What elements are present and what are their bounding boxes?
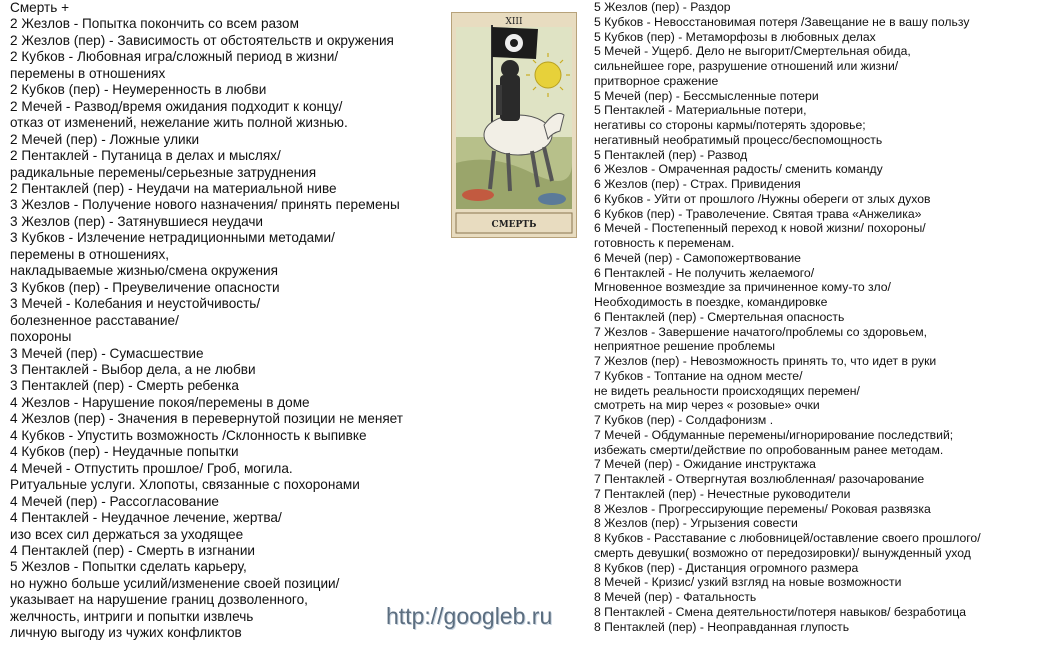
text-line: избежать смерти/действие по опробованным ранее методам. — [594, 442, 944, 457]
text-line: 2 Кубков (пер) - Неумеренность в любви — [10, 82, 267, 98]
text-line: 4 Жезлов - Нарушение покоя/перемены в доме — [10, 394, 310, 410]
text-line: желчность, интриги и попытки извлечь — [10, 608, 254, 624]
text-line: 3 Кубков - Излечение нетрадиционными методами/ — [10, 230, 335, 246]
text-line: 4 Мечей - Отпустить прошлое/ Гроб, могила. — [10, 460, 293, 476]
card-caption: СМЕРТЬ — [491, 220, 537, 230]
text-line: радикальные перемены/серьезные затруднения — [10, 164, 317, 180]
death-card-illustration — [452, 13, 576, 237]
text-line: 8 Пентаклей - Смена деятельности/потеря навыков/ безработица — [594, 604, 966, 619]
text-line: 6 Пентаклей - Не получить желаемого/ — [594, 265, 815, 280]
text-line: 5 Пентаклей - Материальные потери, — [594, 103, 807, 118]
text-line: 7 Кубков (пер) - Солдафонизм . — [594, 413, 774, 427]
text-line: 2 Мечей - Развод/время ожидания подходит к концу/ — [10, 98, 343, 114]
text-line: 7 Мечей (пер) - Ожидание инструктажа — [594, 457, 816, 472]
text-line: 5 Кубков - Невосстановимая потеря /Завещание не в вашу пользу — [594, 14, 970, 29]
text-line: болезненное расставание/ — [10, 312, 179, 328]
text-line: указывает на нарушение границ дозволенного, — [10, 592, 308, 608]
text-line: 4 Кубков - Упустить возможность /Склонность к выпивке — [10, 427, 367, 443]
text-line: 6 Жезлов (пер) - Страх. Привидения — [594, 177, 801, 191]
text-line: 2 Пентаклей (пер) - Неудачи на материальной ниве — [10, 180, 337, 196]
text-line: 7 Пентаклей - Отвергнутая возлюбленная/ разочарование — [594, 472, 925, 486]
text-line: 2 Кубков - Любовная игра/сложный период в жизни/ — [10, 49, 339, 65]
text-line: 6 Мечей (пер) - Самопожертвование — [594, 250, 801, 265]
text-line: личную выгоду из чужих конфликтов — [10, 625, 242, 641]
text-line: 5 Мечей (пер) - Бессмысленные потери — [594, 88, 819, 103]
text-line: 5 Кубков (пер) - Метаморфозы в любовных делах — [594, 29, 876, 44]
left-column — [10, 0, 450, 642]
text-line: 4 Кубков (пер) - Неудачные попытки — [10, 444, 239, 460]
text-line: 8 Кубков (пер) - Дистанция огромного размера — [594, 560, 859, 575]
text-line: 7 Пентаклей (пер) - Нечестные руководители — [594, 486, 851, 501]
text-line: но нужно больше усилий/изменение своей позиции/ — [10, 575, 340, 591]
text-line: отказ от изменений, нежелание жить полной жизнью. — [10, 115, 348, 131]
text-line: 3 Жезлов (пер) - Затянувшиеся неудачи — [10, 213, 264, 229]
text-line: 6 Кубков (пер) - Траволечение. Святая трава «Анжелика» — [594, 206, 922, 221]
text-line: Мгновенное возмездие за причиненное кому-то зло/ — [594, 280, 891, 295]
text-line: накладываемые жизнью/смена окружения — [10, 263, 279, 279]
text-line: готовность к переменам. — [594, 236, 735, 250]
text-line: 7 Мечей - Обдуманные перемены/игнорирование последствий; — [594, 427, 954, 442]
text-line: смотреть на мир через « розовые» очки — [594, 398, 820, 413]
text-line: 2 Жезлов - Попытка покончить со всем разом — [10, 16, 299, 32]
text-line: смерть девушки( возможно от передозировки)/ вынужденный уход — [594, 545, 971, 560]
text-line: 4 Пентаклей - Неудачное лечение, жертва/ — [10, 510, 282, 526]
text-line: 4 Пентаклей (пер) - Смерть в изгнании — [10, 542, 255, 558]
text-line: негативы со стороны кармы/потерять здоровье; — [594, 118, 866, 132]
text-line: 8 Мечей (пер) - Фатальность — [594, 590, 757, 604]
text-line: негативный необратимый процесс/беспомощность — [594, 132, 883, 147]
text-line: 6 Пентаклей (пер) - Смертельная опасность — [594, 309, 845, 324]
text-line: 6 Жезлов - Омраченная радость/ сменить команду — [594, 162, 883, 177]
text-line: не видеть реальности происходящих перемен/ — [594, 383, 860, 398]
text-line: Ритуальные услуги. Хлопоты, связанные с похоронами — [10, 477, 360, 493]
card-number: XIII — [505, 17, 523, 27]
text-line: 4 Жезлов (пер) - Значения в перевернутой позиции не меняет — [10, 411, 404, 427]
text-line: 4 Мечей (пер) - Рассогласование — [10, 493, 219, 509]
text-line: Необходимость в поездке, командировке — [594, 295, 828, 309]
text-line: 2 Пентаклей - Путаница в делах и мыслях/ — [10, 148, 281, 164]
text-line: 5 Жезлов (пер) - Раздор — [594, 0, 731, 14]
text-line: 7 Жезлов (пер) - Невозможность принять то, что идет в руки — [594, 354, 937, 368]
text-line: Смерть + — [10, 0, 70, 15]
right-column — [594, 0, 1034, 634]
text-line: 8 Жезлов (пер) - Угрызения совести — [594, 516, 798, 531]
text-line: перемены в отношениях, — [10, 246, 170, 262]
text-line: 5 Пентаклей (пер) - Развод — [594, 147, 748, 162]
text-line: 3 Пентаклей (пер) - Смерть ребенка — [10, 378, 239, 394]
text-line: 3 Мечей (пер) - Сумасшествие — [10, 345, 204, 361]
text-line: 8 Жезлов - Прогрессирующие перемены/ Роковая развязка — [594, 501, 931, 516]
text-line: изо всех сил держаться за уходящее — [10, 526, 244, 542]
text-line: 6 Мечей - Постепенный переход к новой жизни/ похороны/ — [594, 221, 926, 236]
text-line: сильнейшее горе, разрушение отношений или жизни/ — [594, 59, 899, 73]
text-line: 8 Пентаклей (пер) - Неоправданная глупость — [594, 619, 850, 634]
watermark-url: http://googleb.ru — [386, 603, 553, 629]
text-line: 3 Мечей - Колебания и неустойчивость/ — [10, 296, 261, 312]
text-line: 8 Кубков - Расставание с любовницей/оставление своего прошлого/ — [594, 531, 981, 545]
text-line: 3 Кубков (пер) - Преувеличение опасности — [10, 279, 280, 295]
text-line: 2 Мечей (пер) - Ложные улики — [10, 131, 200, 147]
text-line: перемены в отношениях — [10, 65, 166, 81]
text-line: 5 Жезлов - Попытки сделать карьеру, — [10, 559, 247, 575]
text-line: 7 Кубков - Топтание на одном месте/ — [594, 368, 803, 383]
death-tarot-card — [451, 12, 577, 238]
text-line: 3 Пентаклей - Выбор дела, а не любви — [10, 361, 256, 377]
text-line: 6 Кубков - Уйти от прошлого /Нужны обереги от злых духов — [594, 191, 931, 206]
text-line: 8 Мечей - Кризис/ узкий взгляд на новые возможности — [594, 575, 902, 590]
text-line: притворное сражение — [594, 73, 719, 88]
text-line: 5 Мечей - Ущерб. Дело не выгорит/Смертельная обида, — [594, 44, 911, 59]
text-line: 3 Жезлов - Получение нового назначения/ принять перемены — [10, 197, 400, 213]
text-line: неприятное решение проблемы — [594, 339, 775, 354]
text-line: 7 Жезлов - Завершение начатого/проблемы со здоровьем, — [594, 324, 928, 339]
text-line: 2 Жезлов (пер) - Зависимость от обстоятельств и окружения — [10, 32, 394, 48]
text-line: похороны — [10, 329, 72, 345]
